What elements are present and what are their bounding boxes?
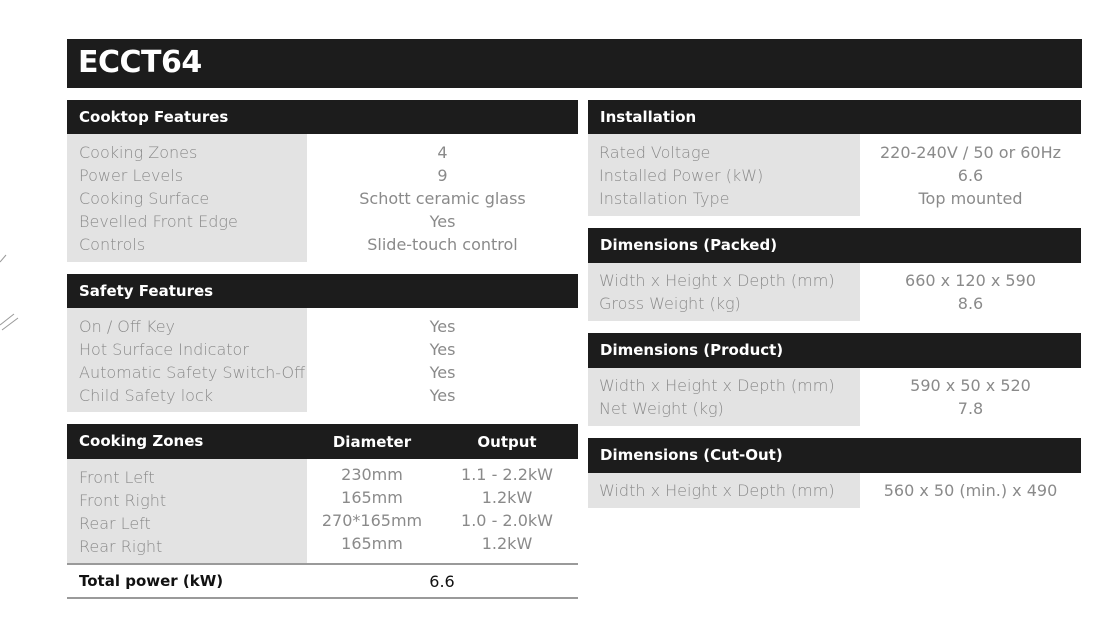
zone-diameter: 230mm [341, 465, 403, 484]
dimensions-packed-header [588, 228, 1081, 263]
zone-output: 1.0 - 2.0kW [461, 511, 553, 530]
row-value: Yes [429, 317, 456, 336]
row-label: Width x Height x Depth (mm) [599, 271, 835, 290]
cooking-zones-heading: Cooking Zones [79, 432, 204, 450]
row-label: Cooking Surface [79, 189, 210, 208]
row-label: Bevelled Front Edge [79, 212, 238, 231]
zone-label: Rear Left [79, 514, 151, 533]
diameter-column-header: Diameter [332, 433, 412, 451]
row-label: Cooking Zones [79, 143, 198, 162]
product-title-bar [67, 39, 1082, 88]
row-value: Yes [429, 363, 456, 382]
dimensions-product-header [588, 333, 1081, 368]
zone-label: Rear Right [79, 537, 163, 556]
row-value: 7.8 [957, 399, 984, 418]
row-label: Hot Surface Indicator [79, 340, 249, 359]
zone-label: Front Right [79, 491, 167, 510]
row-value: 660 x 120 x 590 [905, 271, 1036, 290]
row-label: On / Off Key [79, 317, 176, 336]
zone-output: 1.1 - 2.2kW [461, 465, 553, 484]
row-label: Gross Weight (kg) [599, 294, 741, 313]
dimensions-packed-heading: Dimensions (Packed) [600, 236, 778, 254]
safety-features-header [67, 274, 578, 308]
row-value: Schott ceramic glass [359, 189, 526, 208]
row-value: Top mounted [918, 189, 1023, 208]
row-label: Net Weight (kg) [599, 399, 724, 418]
zone-diameter: 165mm [341, 534, 403, 553]
dimensions-cutout-header [588, 438, 1081, 473]
zone-output: 1.2kW [481, 488, 533, 507]
zone-label: Front Left [79, 468, 155, 487]
row-value: 4 [437, 143, 448, 162]
row-value: Yes [429, 386, 456, 405]
cooktop-features-header [67, 100, 578, 134]
product-title: ECCT64 [78, 45, 202, 80]
row-label: Automatic Safety Switch-Off [79, 363, 306, 382]
row-label: Rated Voltage [599, 143, 711, 162]
row-value: Slide-touch control [367, 235, 518, 254]
row-label: Width x Height x Depth (mm) [599, 481, 835, 500]
row-value: 8.6 [957, 294, 984, 313]
zone-diameter: 165mm [341, 488, 403, 507]
row-value: 590 x 50 x 520 [910, 376, 1031, 395]
total-power-row [67, 563, 578, 599]
installation-header [588, 100, 1081, 134]
cooking-zones-header [67, 424, 578, 459]
cooktop-features-heading: Cooktop Features [79, 108, 229, 126]
output-column-header: Output [477, 433, 537, 451]
row-value: Yes [429, 340, 456, 359]
total-power-label: Total power (kW) [79, 572, 224, 590]
row-label: Installation Type [599, 189, 730, 208]
row-label: Child Safety lock [79, 386, 214, 405]
safety-features-heading: Safety Features [79, 282, 214, 300]
row-label: Controls [79, 235, 146, 254]
row-label: Width x Height x Depth (mm) [599, 376, 835, 395]
row-value: 9 [437, 166, 448, 185]
row-value: 560 x 50 (min.) x 490 [883, 481, 1058, 500]
dimensions-cutout-heading: Dimensions (Cut-Out) [600, 446, 783, 464]
zone-diameter: 270*165mm [321, 511, 423, 530]
total-power-value: 6.6 [429, 572, 455, 591]
row-value: 220-240V / 50 or 60Hz [879, 143, 1062, 162]
row-value: 6.6 [957, 166, 984, 185]
row-label: Installed Power (kW) [599, 166, 764, 185]
zone-output: 1.2kW [481, 534, 533, 553]
dimensions-product-heading: Dimensions (Product) [600, 341, 784, 359]
installation-heading: Installation [600, 108, 697, 126]
row-value: Yes [429, 212, 456, 231]
row-label: Power Levels [79, 166, 184, 185]
decorative-lines [0, 240, 30, 340]
